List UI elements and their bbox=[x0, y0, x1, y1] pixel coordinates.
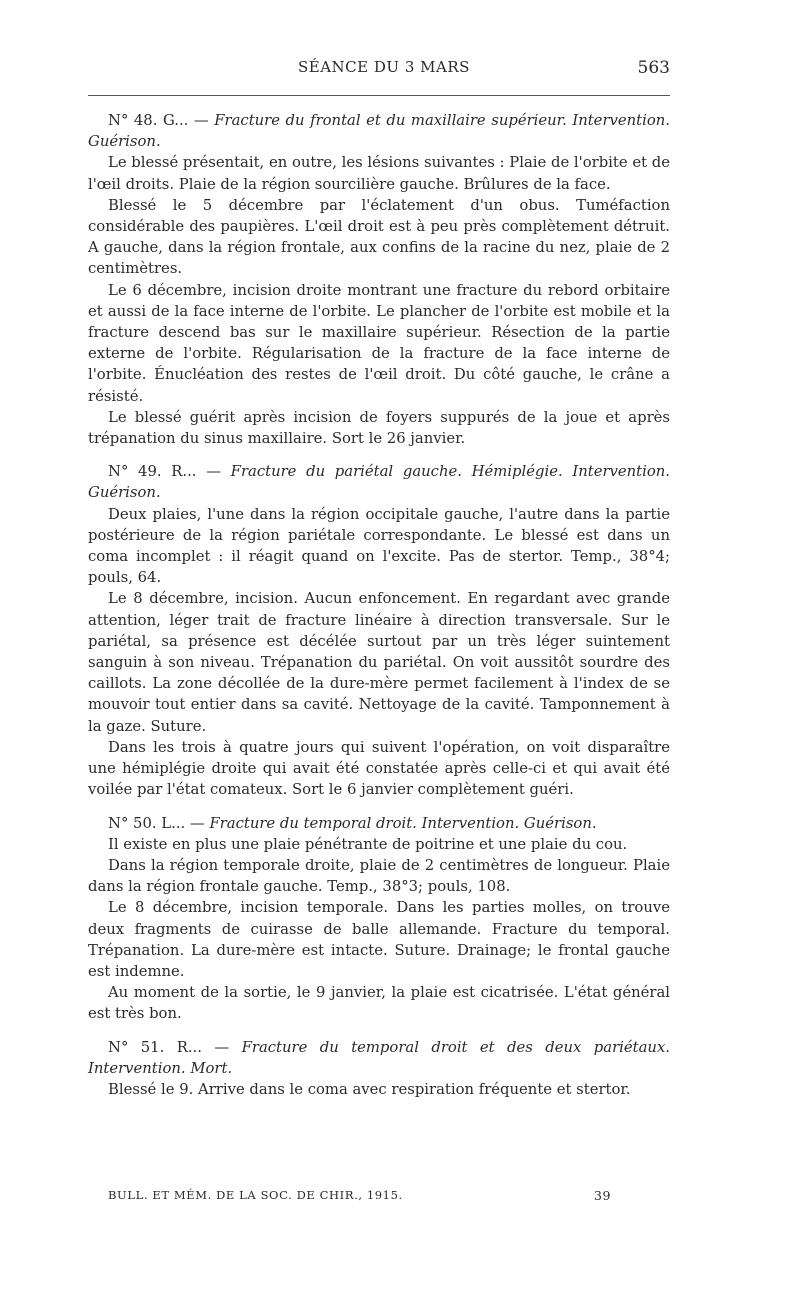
paragraph: Deux plaies, l'une dans la région occipitale gauche, l'autre dans la partie postérieure de la région pariétale correspondante. Le blessé est dans un coma incomplet : il réagit quand on l'excite. Pas de stertor. Temp., 38°4; pouls, 64. bbox=[88, 505, 670, 587]
case-number: N° 49. R... — bbox=[108, 463, 231, 481]
case-diagnosis: Fracture du pariétal gauche. Hémiplégie. Intervention. Guérison. bbox=[88, 463, 670, 502]
paragraph: Blessé le 9. Arrive dans le coma avec respiration fréquente et stertor. bbox=[108, 1080, 631, 1098]
body-text bbox=[88, 110, 670, 1100]
case-number: N° 48. G... — bbox=[108, 112, 215, 129]
paragraph: Il existe en plus une plaie pénétrante de poitrine et une plaie du cou. bbox=[108, 835, 628, 853]
header-rule bbox=[88, 95, 670, 96]
page-footer bbox=[88, 1188, 670, 1208]
case-diagnosis: Fracture du temporal droit. Intervention. Guérison. bbox=[209, 814, 597, 832]
case-diagnosis: Fracture du frontal et du maxillaire supérieur. Intervention. Guérison. bbox=[88, 112, 670, 151]
case-title-50 bbox=[88, 813, 670, 834]
paragraph: Le 8 décembre, incision temporale. Dans les parties molles, on trouve deux fragments de cuirasse de balle allemande. Fracture du temporal. Trépanation. La dure-mère est intacte. Suture. Drainage; le frontal gauche est indemne. bbox=[88, 899, 670, 980]
footer-signature: 39 bbox=[594, 1188, 612, 1203]
page-number: 563 bbox=[637, 58, 670, 78]
paragraph: Le 8 décembre, incision. Aucun enfoncement. En regardant avec grande attention, léger trait de fracture linéaire à direction transversale. Sur le pariétal, sa présence est décélée surtout par un très léger suintement sanguin à son niveau. Trépanation du pariétal. On voit aussitôt sourdre des caillots. La zone décollée de la dure-mère permet facilement à l'index de se mouvoir tout entier dans sa cavité. Nettoyage de la cavité. Tamponnement à la gaze. Suture. bbox=[88, 590, 670, 735]
paragraph: Dans la région temporale droite, plaie de 2 centimètres de longueur. Plaie dans la région frontale gauche. Temp., 38°3; pouls, 108. bbox=[88, 856, 670, 896]
footer-source: BULL. ET MÉM. DE LA SOC. DE CHIR., 1915. bbox=[108, 1188, 403, 1202]
paragraph: Le blessé guérit après incision de foyers suppurés de la joue et après trépanation du sinus maxillaire. Sort le 26 janvier. bbox=[88, 408, 670, 448]
case-number: N° 51. R... — bbox=[108, 1038, 242, 1056]
paragraph: Le blessé présentait, en outre, les lésions suivantes : Plaie de l'orbite et de l'œil droits. Plaie de la région sourcilière gauche. Brûlures de la face. bbox=[88, 154, 670, 193]
paragraph: Au moment de la sortie, le 9 janvier, la plaie est cicatrisée. L'état général est très bon. bbox=[88, 984, 670, 1023]
case-diagnosis: Fracture du temporal droit et des deux pariétaux. Intervention. Mort. bbox=[88, 1038, 670, 1077]
paragraph: Dans les trois à quatre jours qui suivent l'opération, on voit disparaître une hémiplégie droite qui avait été constatée après celle-ci et qui avait été voilée par l'état comateux. Sort le 6 janvier complètement guéri. bbox=[88, 738, 670, 799]
case-title-49 bbox=[88, 461, 670, 503]
running-header bbox=[88, 58, 670, 84]
case-title-51 bbox=[88, 1037, 670, 1079]
running-title: SÉANCE DU 3 MARS bbox=[298, 58, 470, 76]
case-title-48 bbox=[88, 110, 670, 152]
paragraph: Blessé le 5 décembre par l'éclatement d'un obus. Tuméfaction considérable des paupières. L'œil droit est à peu près complètement détruit. A gauche, dans la région frontale, aux confins de la racine du nez, plaie de 2 centimètres. bbox=[88, 196, 670, 278]
case-number: N° 50. L... — bbox=[108, 814, 210, 832]
paragraph: Le 6 décembre, incision droite montrant une fracture du rebord orbitaire et aussi de la face interne de l'orbite. Le plancher de l'orbite est mobile et la fracture descend bas sur le maxillaire supérieur. Résection de la partie externe de l'orbite. Régularisation de la fracture de la face interne de l'orbite. Énucléation des restes de l'œil droit. Du côté gauche, le crâne a résisté. bbox=[88, 281, 670, 405]
